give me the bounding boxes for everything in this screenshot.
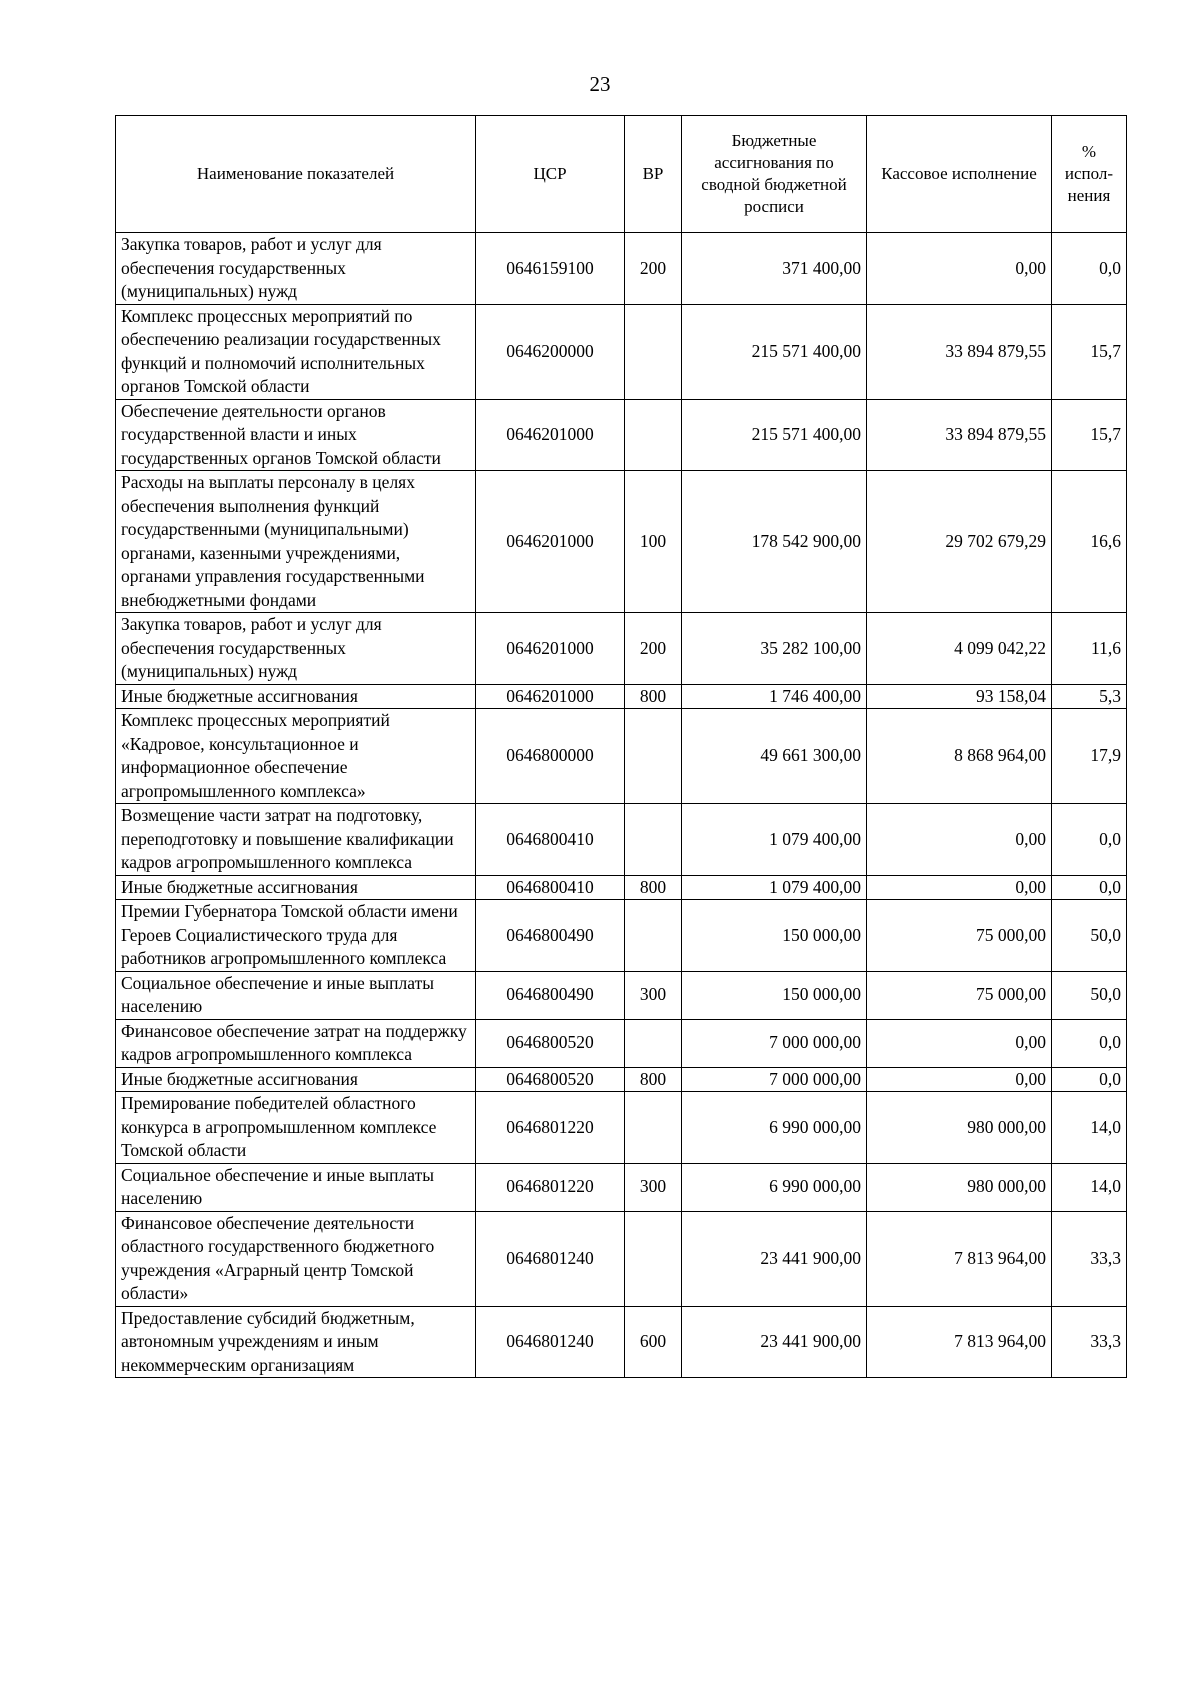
table-row (116, 1163, 1127, 1211)
cell-csr: 0646201000 (476, 399, 625, 471)
cell-vr (625, 804, 682, 876)
cell-name: Премирование победителей областного конкурса в агропромышленном комплексе Томской области (116, 1092, 476, 1164)
cell-csr: 0646801240 (476, 1211, 625, 1306)
cell-pct: 0,0 (1052, 875, 1127, 900)
table-row (116, 471, 1127, 613)
cell-pct: 33,3 (1052, 1211, 1127, 1306)
cell-name: Финансовое обеспечение деятельности областного государственного бюджетного учреждения «Аграрный центр Томской области» (116, 1211, 476, 1306)
cell-cash: 980 000,00 (867, 1163, 1052, 1211)
table-row (116, 613, 1127, 685)
cell-vr: 300 (625, 971, 682, 1019)
cell-budget: 1 079 400,00 (682, 804, 867, 876)
cell-pct: 33,3 (1052, 1306, 1127, 1378)
cell-vr: 200 (625, 233, 682, 305)
cell-vr: 200 (625, 613, 682, 685)
cell-vr: 800 (625, 684, 682, 709)
cell-cash: 4 099 042,22 (867, 613, 1052, 685)
table-row (116, 1019, 1127, 1067)
table-row (116, 875, 1127, 900)
cell-name: Возмещение части затрат на подготовку, переподготовку и повышение квалификации кадров агропромышленного комплекса (116, 804, 476, 876)
budget-execution-table (115, 115, 1127, 1378)
cell-cash: 33 894 879,55 (867, 304, 1052, 399)
cell-csr: 0646800520 (476, 1019, 625, 1067)
cell-name: Иные бюджетные ассигнования (116, 875, 476, 900)
cell-pct: 14,0 (1052, 1092, 1127, 1164)
cell-budget: 150 000,00 (682, 971, 867, 1019)
cell-vr: 300 (625, 1163, 682, 1211)
cell-vr (625, 399, 682, 471)
cell-cash: 75 000,00 (867, 900, 1052, 972)
cell-csr: 0646800490 (476, 971, 625, 1019)
cell-budget: 371 400,00 (682, 233, 867, 305)
cell-pct: 50,0 (1052, 971, 1127, 1019)
cell-pct: 15,7 (1052, 304, 1127, 399)
cell-name: Закупка товаров, работ и услуг для обеспечения государственных (муниципальных) нужд (116, 613, 476, 685)
cell-vr (625, 304, 682, 399)
header-budget: Бюджетные ассигнования по сводной бюджетной росписи (682, 116, 867, 233)
table-row (116, 304, 1127, 399)
table-row (116, 399, 1127, 471)
table-row (116, 1306, 1127, 1378)
cell-budget: 49 661 300,00 (682, 709, 867, 804)
cell-budget: 1 079 400,00 (682, 875, 867, 900)
cell-budget: 178 542 900,00 (682, 471, 867, 613)
cell-budget: 7 000 000,00 (682, 1067, 867, 1092)
cell-vr: 800 (625, 875, 682, 900)
cell-name: Закупка товаров, работ и услуг для обеспечения государственных (муниципальных) нужд (116, 233, 476, 305)
cell-csr: 0646801220 (476, 1163, 625, 1211)
header-vr: ВР (625, 116, 682, 233)
cell-budget: 23 441 900,00 (682, 1211, 867, 1306)
cell-cash: 29 702 679,29 (867, 471, 1052, 613)
cell-csr: 0646201000 (476, 684, 625, 709)
cell-csr: 0646801220 (476, 1092, 625, 1164)
cell-csr: 0646159100 (476, 233, 625, 305)
cell-vr (625, 709, 682, 804)
cell-pct: 50,0 (1052, 900, 1127, 972)
cell-csr: 0646800410 (476, 804, 625, 876)
cell-vr: 100 (625, 471, 682, 613)
cell-budget: 1 746 400,00 (682, 684, 867, 709)
cell-budget: 150 000,00 (682, 900, 867, 972)
cell-cash: 0,00 (867, 1067, 1052, 1092)
table-row (116, 1211, 1127, 1306)
cell-budget: 7 000 000,00 (682, 1019, 867, 1067)
cell-csr: 0646201000 (476, 613, 625, 685)
cell-csr: 0646800410 (476, 875, 625, 900)
cell-name: Комплекс процессных мероприятий «Кадровое, консультационное и информационное обеспечение агропромышленного комплекса» (116, 709, 476, 804)
cell-pct: 0,0 (1052, 1067, 1127, 1092)
cell-name: Обеспечение деятельности органов государственной власти и иных государственных органов Томской области (116, 399, 476, 471)
cell-cash: 0,00 (867, 233, 1052, 305)
table-row (116, 684, 1127, 709)
cell-cash: 33 894 879,55 (867, 399, 1052, 471)
cell-csr: 0646800490 (476, 900, 625, 972)
cell-csr: 0646200000 (476, 304, 625, 399)
cell-cash: 0,00 (867, 875, 1052, 900)
cell-csr: 0646201000 (476, 471, 625, 613)
cell-budget: 215 571 400,00 (682, 399, 867, 471)
cell-name: Расходы на выплаты персоналу в целях обеспечения выполнения функций государственными (муниципальными) органами, казенными учреждениями, органами управления государственными внебюджетными фондами (116, 471, 476, 613)
cell-pct: 11,6 (1052, 613, 1127, 685)
table-header-row (116, 116, 1127, 233)
cell-cash: 93 158,04 (867, 684, 1052, 709)
header-name: Наименование показателей (116, 116, 476, 233)
cell-budget: 35 282 100,00 (682, 613, 867, 685)
cell-pct: 14,0 (1052, 1163, 1127, 1211)
cell-cash: 7 813 964,00 (867, 1306, 1052, 1378)
cell-name: Премии Губернатора Томской области имени Героев Социалистического труда для работников агропромышленного комплекса (116, 900, 476, 972)
cell-pct: 15,7 (1052, 399, 1127, 471)
cell-budget: 23 441 900,00 (682, 1306, 867, 1378)
cell-csr: 0646801240 (476, 1306, 625, 1378)
cell-name: Финансовое обеспечение затрат на поддержку кадров агропромышленного комплекса (116, 1019, 476, 1067)
cell-pct: 0,0 (1052, 804, 1127, 876)
table-row (116, 900, 1127, 972)
table-row (116, 804, 1127, 876)
cell-name: Иные бюджетные ассигнования (116, 1067, 476, 1092)
cell-pct: 17,9 (1052, 709, 1127, 804)
cell-vr (625, 900, 682, 972)
cell-cash: 75 000,00 (867, 971, 1052, 1019)
cell-cash: 0,00 (867, 804, 1052, 876)
page-number: 23 (589, 72, 611, 96)
table-row (116, 709, 1127, 804)
cell-cash: 8 868 964,00 (867, 709, 1052, 804)
cell-cash: 7 813 964,00 (867, 1211, 1052, 1306)
cell-csr: 0646800000 (476, 709, 625, 804)
table-row (116, 971, 1127, 1019)
cell-cash: 0,00 (867, 1019, 1052, 1067)
cell-pct: 0,0 (1052, 233, 1127, 305)
cell-vr (625, 1211, 682, 1306)
cell-vr (625, 1092, 682, 1164)
cell-vr (625, 1019, 682, 1067)
cell-vr: 600 (625, 1306, 682, 1378)
cell-vr: 800 (625, 1067, 682, 1092)
cell-pct: 5,3 (1052, 684, 1127, 709)
header-pct: % испол-нения (1052, 116, 1127, 233)
cell-budget: 215 571 400,00 (682, 304, 867, 399)
cell-budget: 6 990 000,00 (682, 1092, 867, 1164)
cell-name: Комплекс процессных мероприятий по обеспечению реализации государственных функций и полномочий исполнительных органов Томской области (116, 304, 476, 399)
table-row (116, 1067, 1127, 1092)
table-row (116, 233, 1127, 305)
table-row (116, 1092, 1127, 1164)
cell-cash: 980 000,00 (867, 1092, 1052, 1164)
cell-pct: 0,0 (1052, 1019, 1127, 1067)
cell-name: Иные бюджетные ассигнования (116, 684, 476, 709)
cell-pct: 16,6 (1052, 471, 1127, 613)
header-cash: Кассовое исполнение (867, 116, 1052, 233)
cell-name: Социальное обеспечение и иные выплаты населению (116, 971, 476, 1019)
cell-budget: 6 990 000,00 (682, 1163, 867, 1211)
cell-csr: 0646800520 (476, 1067, 625, 1092)
header-csr: ЦСР (476, 116, 625, 233)
cell-name: Предоставление субсидий бюджетным, автономным учреждениям и иным некоммерческим организациям (116, 1306, 476, 1378)
cell-name: Социальное обеспечение и иные выплаты населению (116, 1163, 476, 1211)
